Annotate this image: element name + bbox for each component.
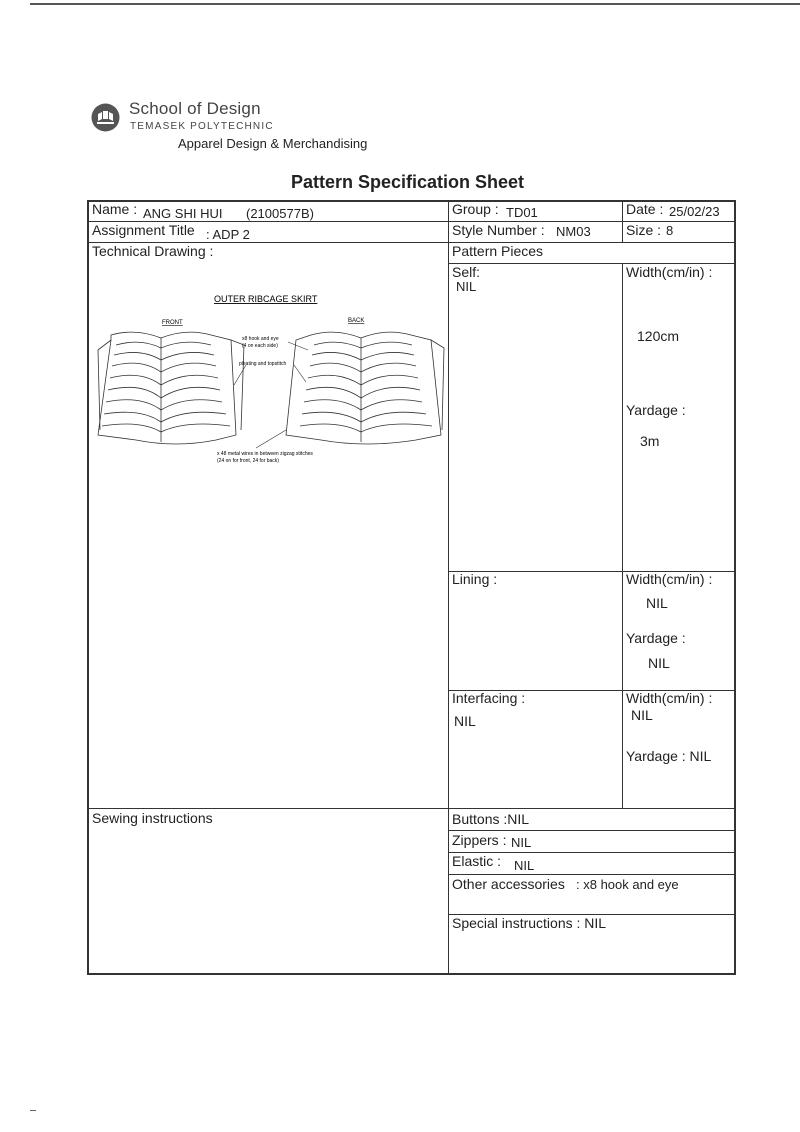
group-value: TD01 bbox=[506, 205, 538, 220]
back-label: BACK bbox=[348, 318, 365, 324]
student-id: (2100577B) bbox=[246, 206, 314, 221]
row-rule bbox=[448, 830, 735, 831]
date-label: Date : bbox=[626, 201, 664, 217]
self-yardage-value: 3m bbox=[640, 433, 660, 449]
interfacing-width-label: Width(cm/in) : bbox=[626, 690, 713, 706]
polytechnic-name: TEMASEK POLYTECHNIC bbox=[130, 121, 274, 132]
row-rule bbox=[448, 874, 735, 875]
elastic-label: Elastic : bbox=[452, 853, 502, 869]
interfacing-label: Interfacing : bbox=[452, 690, 526, 706]
assignment-label: Assignment Title bbox=[92, 222, 195, 238]
lining-width-value: NIL bbox=[646, 595, 668, 611]
assignment-value: : ADP 2 bbox=[206, 227, 250, 242]
self-width-value: 120cm bbox=[637, 328, 680, 344]
self-label: Self: bbox=[452, 264, 481, 280]
lining-label: Lining : bbox=[452, 571, 498, 587]
page-title: Pattern Specification Sheet bbox=[290, 172, 525, 192]
style-number-value: NM03 bbox=[556, 224, 591, 239]
lining-yardage-value: NIL bbox=[648, 655, 670, 671]
row-rule bbox=[88, 808, 735, 809]
hook-note-1: x8 hook and eye bbox=[242, 336, 279, 342]
interfacing-yardage: Yardage : NIL bbox=[626, 748, 712, 764]
zippers-label: Zippers : bbox=[452, 832, 507, 848]
hook-note-2: (4 on each side) bbox=[242, 343, 278, 349]
column-rule bbox=[448, 201, 449, 974]
technical-drawing-label: Technical Drawing : bbox=[92, 243, 214, 259]
other-accessories-label: Other accessories bbox=[452, 876, 565, 892]
special-instructions: Special instructions : NIL bbox=[452, 915, 607, 931]
zippers-value: NIL bbox=[511, 835, 532, 850]
department-name: Apparel Design & Merchandising bbox=[178, 136, 368, 151]
scan-edge-line bbox=[30, 3, 800, 5]
technical-drawing bbox=[96, 290, 446, 470]
interfacing-value: NIL bbox=[454, 713, 476, 729]
size-value: 8 bbox=[666, 223, 674, 238]
date-value: 25/02/23 bbox=[669, 204, 720, 219]
interfacing-width-value: NIL bbox=[631, 707, 653, 723]
name-label: Name : bbox=[92, 201, 138, 217]
front-label: FRONT bbox=[162, 320, 183, 326]
annotation-leaders bbox=[234, 342, 308, 448]
lining-yardage-label: Yardage : bbox=[626, 630, 686, 646]
column-rule bbox=[622, 201, 623, 243]
other-accessories-value: : x8 hook and eye bbox=[576, 877, 679, 892]
self-width-label: Width(cm/in) : bbox=[626, 264, 713, 280]
size-label: Size : bbox=[626, 222, 662, 238]
drawing-title: OUTER RIBCAGE SKIRT bbox=[214, 294, 318, 304]
buttons-entry: Buttons :NIL bbox=[452, 811, 530, 827]
front-skirt-sketch bbox=[98, 332, 244, 444]
column-rule bbox=[622, 263, 623, 808]
pattern-pieces-label: Pattern Pieces bbox=[452, 243, 544, 259]
style-number-label: Style Number : bbox=[452, 222, 545, 238]
wires-note-1: x 48 metal wires in between zigzag stitches bbox=[217, 451, 313, 457]
scan-mark bbox=[30, 1110, 36, 1111]
pleat-note: pleating and topstitch bbox=[239, 361, 287, 367]
elastic-value: NIL bbox=[514, 858, 535, 873]
self-yardage-label: Yardage : bbox=[626, 402, 686, 418]
school-logo-icon bbox=[91, 103, 120, 132]
school-name: School of Design bbox=[129, 99, 261, 118]
group-label: Group : bbox=[452, 201, 499, 217]
back-skirt-sketch bbox=[286, 332, 444, 444]
self-value: NIL bbox=[456, 279, 477, 294]
wires-note-2: (24 on for front, 24 for back) bbox=[217, 458, 279, 464]
lining-width-label: Width(cm/in) : bbox=[626, 571, 713, 587]
sewing-instructions-label: Sewing instructions bbox=[92, 810, 213, 826]
name-value: ANG SHI HUI bbox=[143, 206, 223, 221]
